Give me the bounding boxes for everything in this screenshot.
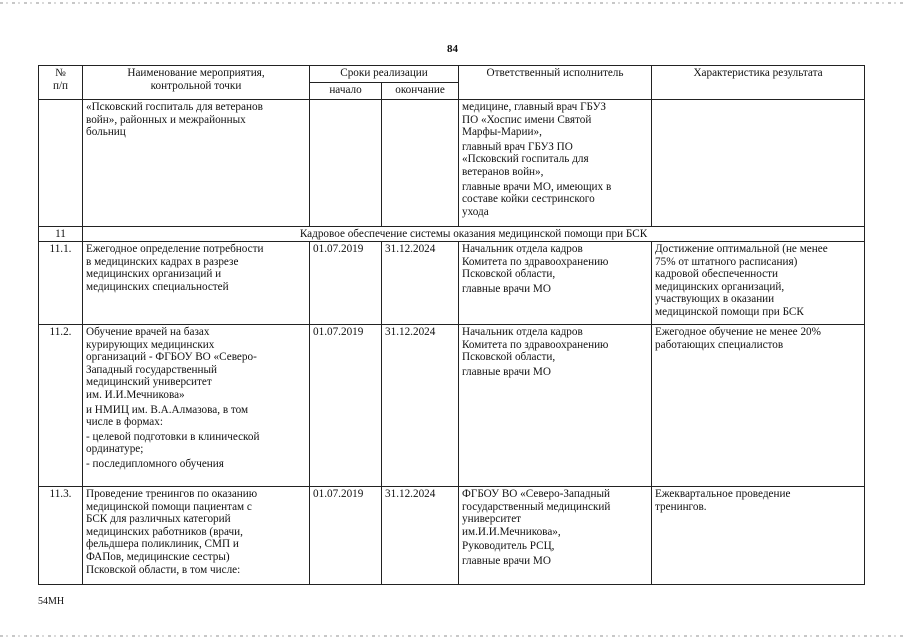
scan-edge-bottom (0, 635, 905, 637)
header-event: Наименование мероприятия, контрольной точки (83, 66, 310, 100)
header-terms: Сроки реализации (310, 66, 459, 83)
row-responsible: ФГБОУ ВО «Северо-Западный государственный медицинский университет им.И.И.Мечникова», Руководитель РСЦ, главные врачи МО (459, 487, 652, 585)
row-result: Ежегодное обучение не менее 20% работающих специалистов (652, 325, 865, 487)
table-row (39, 242, 865, 325)
activity-table (38, 65, 865, 585)
row-responsible: медицине, главный врач ГБУЗ ПО «Хоспис имени Святой Марфы-Марии», главный врач ГБУЗ ПО «Псковский госпиталь для ветеранов войн», главные врачи МО, имеющих в составе койки сестринского ухода (459, 100, 652, 227)
header-num: № п/п (39, 66, 83, 100)
row-end: 31.12.2024 (382, 487, 459, 585)
page-number: 84 (447, 43, 458, 55)
header-responsible: Ответственный исполнитель (459, 66, 652, 100)
table-row (39, 487, 865, 585)
table-row (39, 325, 865, 487)
row-result: Ежеквартальное проведение тренингов. (652, 487, 865, 585)
row-event: «Псковский госпиталь для ветеранов войн», районных и межрайонных больниц (83, 100, 310, 227)
row-end: 31.12.2024 (382, 325, 459, 487)
row-end: 31.12.2024 (382, 242, 459, 325)
row-event: Обучение врачей на базах курирующих медицинских организаций - ФГБОУ ВО «Северо- Западный государственный медицинский университет им. И.И.Мечникова» и НМИЦ им. В.А.Алмазова, в том числе в формах: - целевой подготовки в клинической ординатуре; - последипломного обучения (83, 325, 310, 487)
header-end: окончание (382, 83, 459, 100)
row-responsible: Начальник отдела кадров Комитета по здравоохранению Псковской области, главные врачи МО (459, 242, 652, 325)
row-end (382, 100, 459, 227)
header-result: Характеристика результата (652, 66, 865, 100)
row-num (39, 100, 83, 227)
row-start: 01.07.2019 (310, 325, 382, 487)
section-num: 11 (39, 227, 83, 242)
row-start: 01.07.2019 (310, 242, 382, 325)
row-event: Ежегодное определение потребности в медицинских кадрах в разрезе медицинских организаций и медицинских специальностей (83, 242, 310, 325)
header-start: начало (310, 83, 382, 100)
row-num: 11.3. (39, 487, 83, 585)
section-title: Кадровое обеспечение системы оказания медицинской помощи при БСК (83, 227, 865, 242)
row-num: 11.1. (39, 242, 83, 325)
table-row (39, 100, 865, 227)
row-result: Достижение оптимальной (не менее 75% от штатного расписания) кадровой обеспеченности медицинских организаций, участвующих в оказании медицинской помощи при БСК (652, 242, 865, 325)
row-num: 11.2. (39, 325, 83, 487)
section-row (39, 227, 865, 242)
footer-code: 54МН (38, 596, 65, 607)
row-start (310, 100, 382, 227)
row-event: Проведение тренингов по оказанию медицинской помощи пациентам с БСК для различных категорий медицинских работников (врачи, фельдшера поликлиник, СМП и ФАПов, медицинские сестры) Псковской области, в том числе: (83, 487, 310, 585)
row-result (652, 100, 865, 227)
row-start: 01.07.2019 (310, 487, 382, 585)
scan-edge-top (0, 2, 905, 4)
row-responsible: Начальник отдела кадров Комитета по здравоохранению Псковской области, главные врачи МО (459, 325, 652, 487)
